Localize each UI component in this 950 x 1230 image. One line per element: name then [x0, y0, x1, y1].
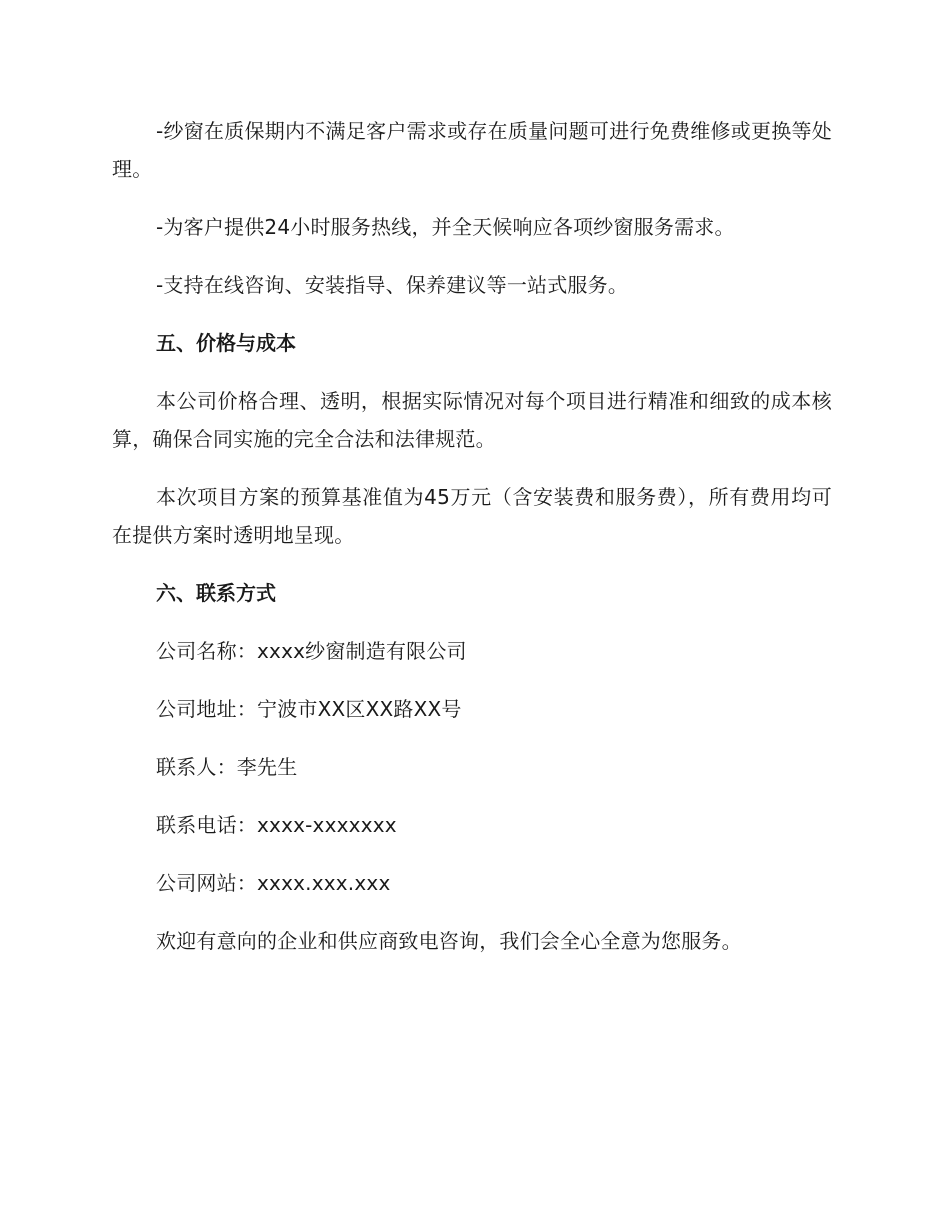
- price-paragraph: 本公司价格合理、透明，根据实际情况对每个项目进行精准和细致的成本核算，确保合同实施的完全合法和法律规范。: [112, 389, 832, 451]
- budget-paragraph: 本次项目方案的预算基准值为45万元（含安装费和服务费），所有费用均可在提供方案时透明地呈现。: [112, 485, 832, 547]
- online-service-line: -支持在线咨询、安装指导、保养建议等一站式服务。: [156, 273, 629, 297]
- section-heading-contact: 六、联系方式: [156, 581, 276, 605]
- hotline-line: -为客户提供24小时服务热线，并全天候响应各项纱窗服务需求。: [156, 215, 735, 239]
- company-address-line: 公司地址：宁波市XX区XX路XX号: [156, 697, 462, 721]
- section-heading-price: 五、价格与成本: [156, 331, 296, 355]
- closing-line: 欢迎有意向的企业和供应商致电咨询，我们会全心全意为您服务。: [156, 929, 742, 953]
- company-website-line: 公司网站：xxxx.xxx.xxx: [156, 871, 391, 895]
- document-page: [112, 112, 832, 980]
- contact-phone-line: 联系电话：xxxx-xxxxxxx: [156, 813, 397, 837]
- contact-person-line: 联系人：李先生: [156, 755, 298, 779]
- warranty-repair-line: -纱窗在质保期内不满足客户需求或存在质量问题可进行免费维修或更换等处理。: [112, 119, 832, 181]
- company-name-line: 公司名称：xxxx纱窗制造有限公司: [156, 639, 467, 663]
